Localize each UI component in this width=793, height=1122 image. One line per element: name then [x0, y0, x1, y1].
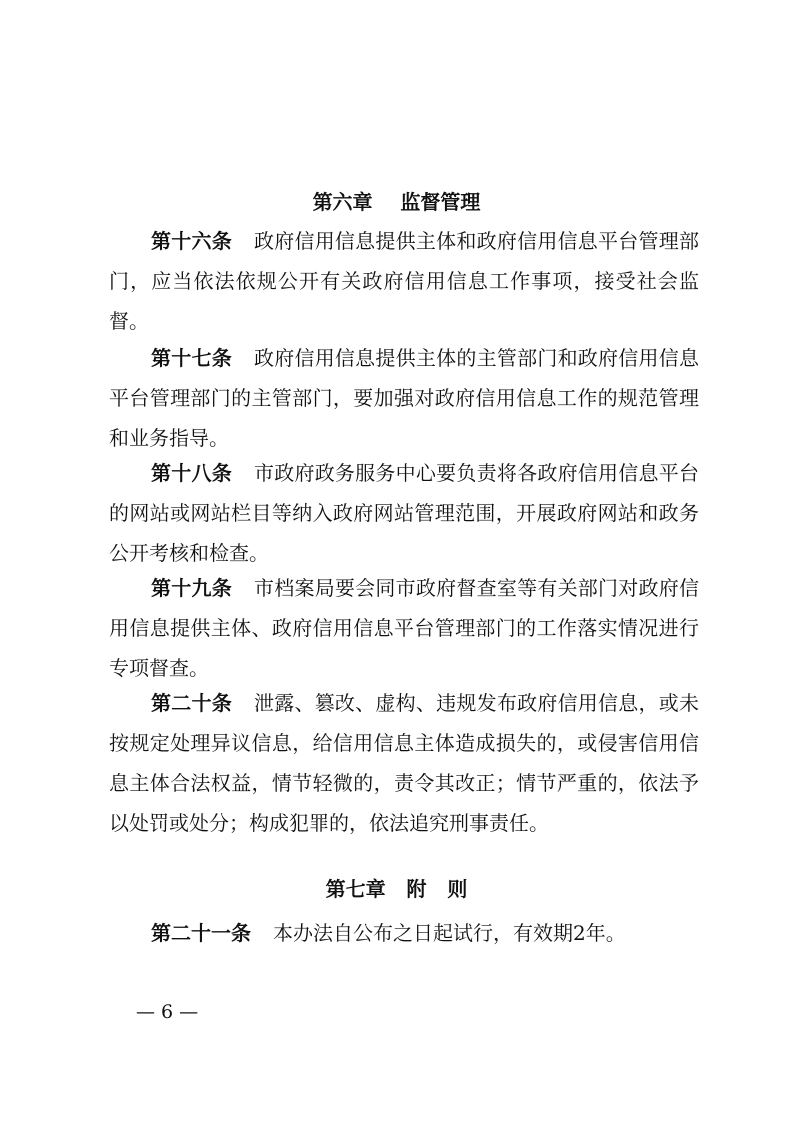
- page-number: — 6 —: [136, 1001, 199, 1023]
- article-18-number: 第十八条: [151, 461, 232, 485]
- chapter-6-title: 第六章 监督管理: [312, 190, 481, 214]
- article-20: [109, 683, 699, 843]
- article-20-text: 泄露、篡改、虚构、违规发布政府信用信息，或未按规定处理异议信息，给信用信息主体造成损失的，或侵害信用信息主体合法权益，情节轻微的，责令其改正；情节严重的，依法予以处罚或处分；构成犯罪的，依法追究刑事责任。: [109, 691, 700, 835]
- article-16-number: 第十六条: [151, 229, 232, 253]
- article-19-text: 市档案局要会同市政府督查室等有关部门对政府信用信息提供主体、政府信用信息平台管理部门的工作落实情况进行专项督查。: [109, 576, 700, 680]
- article-18-text: 市政府政务服务中心要负责将各政府信用信息平台的网站或网站栏目等纳入政府网站管理范围，开展政府网站和政务公开考核和检查。: [109, 461, 700, 565]
- article-19-number: 第十九条: [151, 576, 232, 600]
- article-16-text: 政府信用信息提供主体和政府信用信息平台管理部门，应当依法依规公开有关政府信用信息工作事项，接受社会监督。: [109, 229, 700, 333]
- article-17-text: 政府信用信息提供主体的主管部门和政府信用信息平台管理部门的主管部门，要加强对政府信用信息工作的规范管理和业务指导。: [109, 346, 700, 450]
- chapter-7-title: 第七章 附 则: [325, 877, 468, 901]
- article-16: [109, 221, 699, 341]
- article-18: [109, 453, 699, 573]
- article-20-number: 第二十条: [151, 691, 232, 715]
- article-21-text: 本办法自公布之日起试行，有效期2年。: [273, 921, 626, 945]
- article-21-number: 第二十一条: [151, 921, 251, 945]
- article-19: [109, 568, 699, 688]
- article-17: [109, 338, 699, 458]
- article-21: [109, 913, 699, 953]
- article-17-number: 第十七条: [151, 346, 232, 370]
